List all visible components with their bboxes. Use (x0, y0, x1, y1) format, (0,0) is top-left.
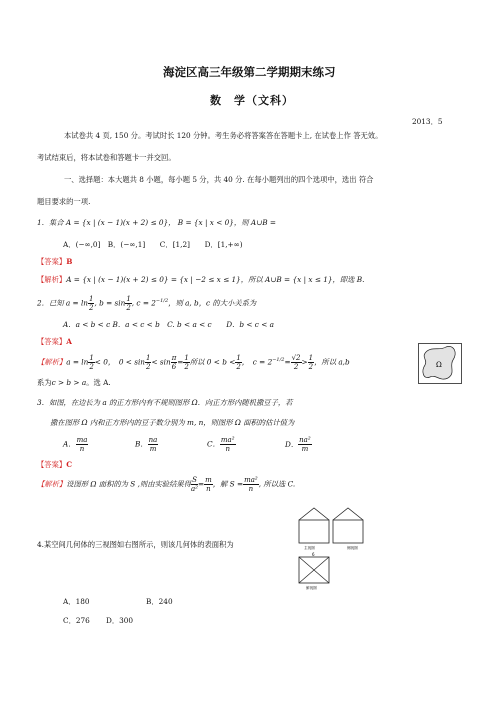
q2-answer (37, 337, 72, 346)
top-view-label: 俯视图 (306, 586, 317, 590)
q2-analysis: 【解析】a = ln $\frac{1}{2}$ < 0， 0 < sin $\frac{1}{2}$ < sin $\frac{\pi}{6}$ = $\frac{1}{2}$ 所以 0 < b < $\frac{1}{2}$ ， $c = 2^{-1/2}=$ $\frac{√2}{2}$ > $\frac{1}{2}$ ，所以 a,b (37, 354, 350, 371)
q2-options: A．a < b < c B．a < c < b C. b < a < c D．b < c < a (63, 320, 274, 329)
q1-stem: 1．集合 A = {x | (x − 1)(x + 2) ≤ 0}， B = {x | x < 0}，则 A∪B = (37, 218, 277, 227)
q3-analysis: 【解析】设图形 Ω 面积的为 S ,则由实验结果得 $\frac{S}{\text{a²}}$ = $\frac{m}{n}$ ，解 S = $\frac{\text{ma²}}{n}$ , 所以选 C. (37, 476, 296, 493)
page-subtitle: 数 学（文科） (210, 94, 294, 107)
answer-value: B (66, 257, 73, 266)
dimension-label: 6 (312, 552, 315, 557)
q4-option-a: A．180 (63, 597, 90, 606)
page-title: 海淀区高三年级第二学期期末练习 (163, 65, 336, 79)
front-view-label: 主视图 (304, 546, 315, 550)
q3-stem-line-1: 3．如图，在边长为 a 的正方形内有不规则图形 Ω．向正方形内随机撒豆子，若 (37, 398, 293, 407)
q2-analysis-line-2: 系为c > b > a。选 A. (37, 378, 111, 387)
three-view-figure (297, 500, 367, 592)
q1-analysis (37, 275, 364, 284)
analysis-text: A = {x | (x − 1)(x + 2) ≤ 0} = {x | −2 ≤ x ≤ 1}，所以 A∪B = {x | x ≤ 1}，即选 B. (66, 275, 365, 284)
q2-stem-part: ，则 a, b，c 的大小关系为 (168, 298, 257, 308)
q2-stem-part: 2．已知 a = ln (37, 298, 88, 308)
q2-stem-part: , b = sin (94, 298, 126, 308)
intro-line-1: 本试卷共 4 页, 150 分。考试时长 120 分钟。考生务必将答案答在答题卡上, 在试卷上作 答无效。 (64, 131, 383, 140)
omega-label: Ω (436, 361, 442, 369)
fraction: $\frac{1}{2}$ (126, 295, 131, 312)
q2-stem (37, 295, 256, 312)
q3-answer (37, 460, 72, 469)
analysis-label: 【解析】 (37, 357, 67, 367)
exam-date: 2013．5 (412, 117, 443, 126)
omega-figure (418, 343, 462, 384)
q4-option-c: C．276 (63, 616, 90, 625)
fraction: $\frac{1}{2}$ (89, 295, 94, 312)
section-heading-line-1: 一、选择题：本大题共 8 小题，每小题 5 分，共 40 分. 在每小题列出的四个选项中，选出 符合 (64, 175, 374, 184)
q1-options: A．(−∞,0] B．(−∞,1] C．[1,2] D．[1,+∞) (63, 240, 243, 249)
q4-option-d: D．300 (106, 616, 134, 625)
answer-label: 【答案】 (37, 460, 67, 469)
exponent: −1/2 (155, 298, 169, 305)
analysis-label: 【解析】 (37, 275, 67, 284)
answer-label: 【答案】 (37, 257, 67, 266)
q1-answer (37, 257, 72, 266)
q4-stem: 4.某空间几何体的三视图如右图所示，则该几何体的表面积为 (37, 540, 234, 549)
side-view-label: 侧视图 (347, 546, 358, 550)
q2-stem-part: , c = 2 (131, 298, 156, 308)
q4-option-b: B．240 (146, 597, 173, 606)
analysis-label: 【解析】 (37, 479, 67, 489)
section-heading-line-2: 题目要求的一项. (37, 197, 91, 206)
answer-label: 【答案】 (37, 337, 67, 346)
intro-line-2: 考试结束后，将本试卷和答题卡一并交回。 (37, 153, 176, 162)
answer-value: A (66, 337, 72, 346)
answer-value: C (66, 460, 72, 469)
q3-stem-line-2: 撒在图形 Ω 内和正方形内的豆子数分别为 m, n，则图形 Ω 面积的估计值为 (50, 418, 295, 427)
q3-options: A． $\frac{ma}{n}$ B． $\frac{na}{m}$ C． $\frac{\text{ma²}}{n}$ D． $\frac{\text{na²}}{m}$ (63, 436, 311, 453)
